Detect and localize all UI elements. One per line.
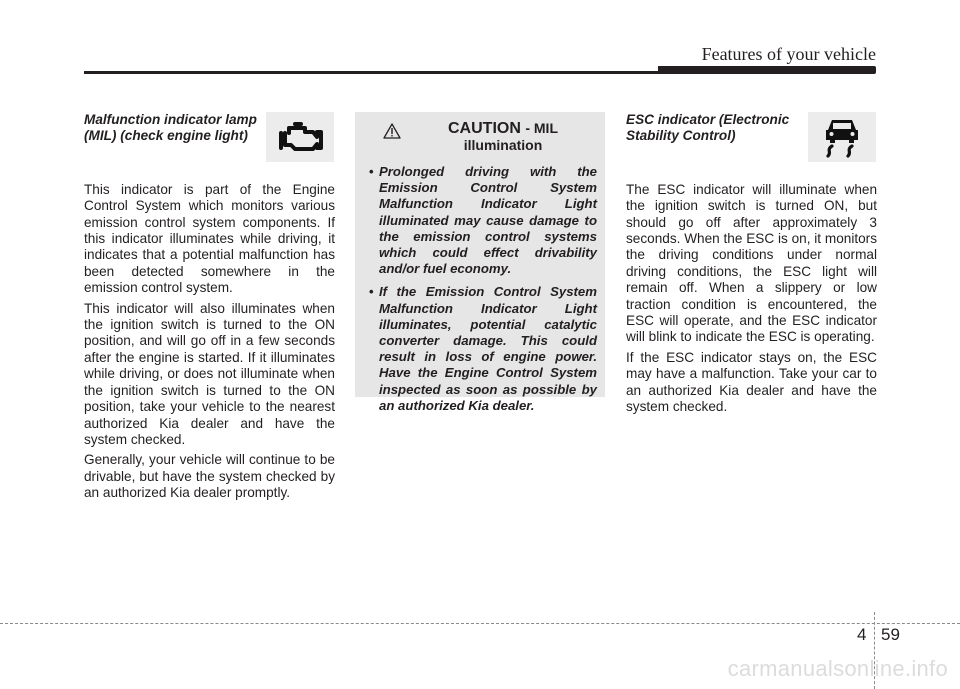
mil-paragraph-3: Generally, your vehicle will continue to be drivable, but have the system checked by an authorized Kia dealer promptly. — [84, 452, 335, 501]
caution-heading — [383, 120, 597, 154]
caution-item-text: Prolonged driving with the Emission Control System Malfunction Indicator Light illuminated may cause damage to the emission control systems which could effect drivability and/or fuel economy. — [379, 164, 597, 277]
running-header: Features of your vehicle — [701, 44, 876, 64]
mil-paragraph-1: This indicator is part of the Engine Control System which monitors various emission control system components. If this indicator illuminates while driving, it indicates that a potential malfunction has been detected somewhere in the emission control system. — [84, 181, 335, 296]
caution-item-2 — [369, 284, 597, 414]
watermark: carmanualsonline.info — [727, 656, 948, 681]
warning-triangle-icon — [383, 123, 401, 139]
esc-section-title: ESC indicator (Electronic Stability Control) — [626, 112, 790, 144]
caution-list — [369, 164, 597, 414]
bullet: • — [369, 164, 374, 179]
bullet: • — [369, 284, 374, 300]
footer-rule — [0, 623, 960, 624]
caution-box — [355, 112, 605, 413]
esc-paragraph-2: If the ESC indicator stays on, the ESC may have a malfunction. Take your car to an authorized Kia dealer and have the system checked. — [626, 349, 877, 415]
mil-section-title: Malfunction indicator lamp (MIL) (check engine light) — [84, 112, 257, 144]
mil-section — [84, 112, 335, 506]
esc-paragraph-1: The ESC indicator will illuminate when the ignition switch is turned ON, but should go off after approximately 3 seconds. When the ESC is on, it monitors the driving conditions under normal driving conditions, the ESC light will remain off. When a slippery or low traction condition is encountered, the ESC will operate, and the ESC indicator will blink to indicate the ESC is operating. — [626, 181, 877, 345]
caution-item-1 — [369, 164, 597, 277]
header-rule — [84, 71, 658, 74]
caution-item-text: If the Emission Control System Malfunction Indicator Light illuminates, potential catalytic converter damage. This could result in loss of engine power. Have the Engine Control System inspected as soon as possible by an authorized Kia dealer. — [379, 284, 597, 413]
caution-word: CAUTION — [448, 120, 521, 137]
page-number: 59 — [881, 625, 900, 644]
chapter-number: 4 — [857, 625, 867, 644]
mil-paragraph-2: This indicator will also illuminates when the ignition switch is turned to the ON position, and will go off in a few seconds after the engine is started. If it illuminates while driving, or does not illuminate when the ignition switch is turned to the ON position, take your vehicle to the nearest authorized Kia dealer and have the system checked. — [84, 300, 335, 447]
caution-subtitle: - MIL illumination — [463, 120, 558, 153]
esc-section — [626, 112, 877, 420]
header-bar — [658, 66, 876, 74]
